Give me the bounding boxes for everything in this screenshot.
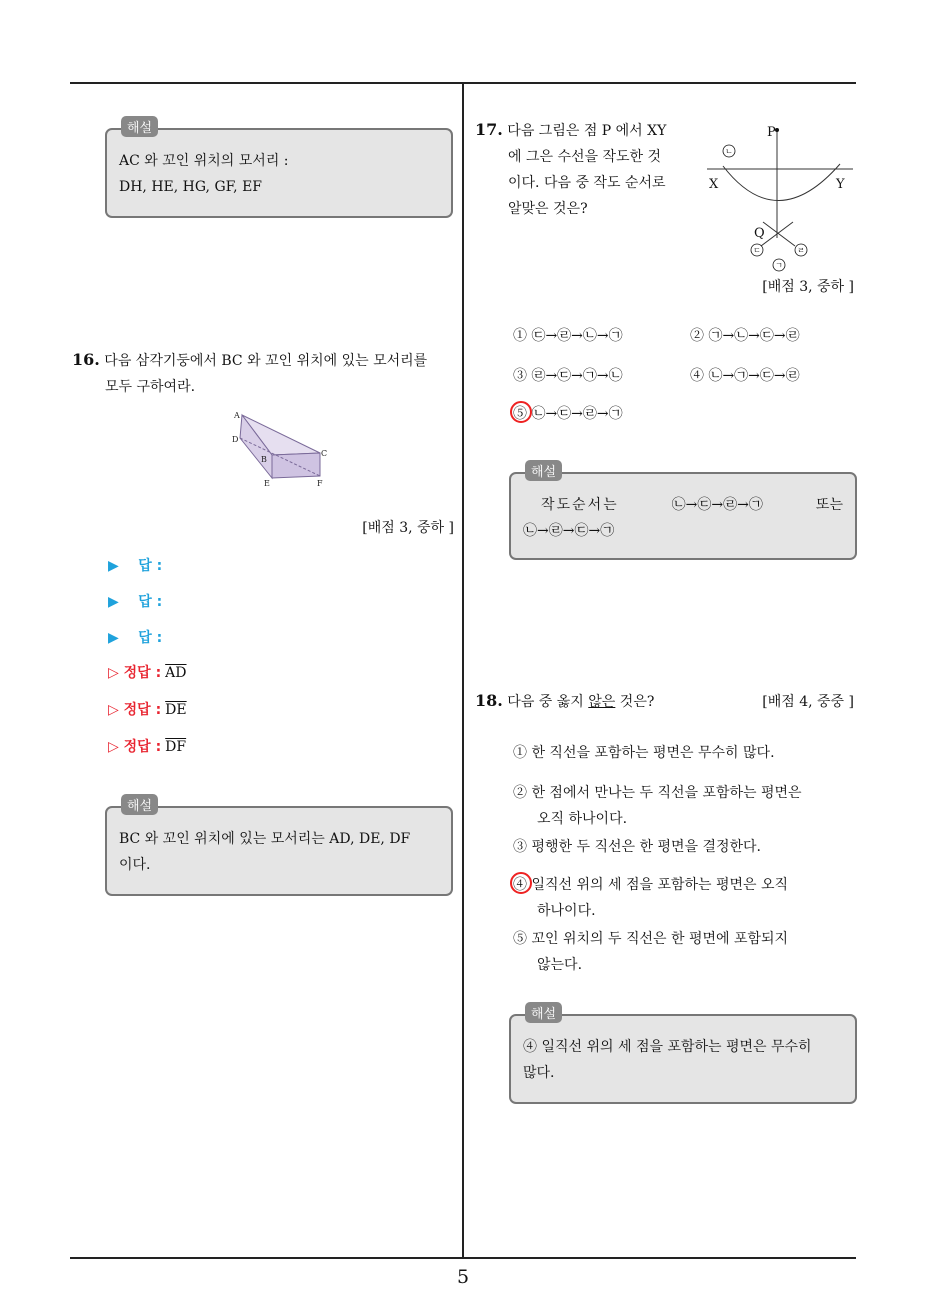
solution-line — [523, 492, 843, 518]
question-text: 것은? — [615, 694, 655, 710]
page-number: 5 — [456, 1266, 470, 1288]
solution-tab: 해설 — [121, 116, 158, 137]
correct-row: ▷ 정답 : $\overline{DF}$ — [108, 739, 187, 755]
step-label: ㄱ — [775, 261, 783, 270]
choice-5[interactable]: ⑤ ㉡→㉢→㉣→㉠ — [513, 406, 623, 422]
question-text: 모두 구하여라. — [105, 379, 196, 395]
step-label: ㄴ — [725, 147, 733, 156]
correct-answer: $\overline{DE}$ — [165, 702, 187, 718]
solution-part: ㉡→㉢→㉣→㉠ — [671, 497, 763, 513]
choice-4[interactable] — [513, 872, 788, 924]
correct-label: 정답 : — [123, 665, 162, 681]
question-number: 17. — [475, 120, 503, 139]
question-number: 18. — [475, 691, 503, 710]
vertex-label: F — [317, 479, 323, 488]
bottom-rule — [70, 1257, 856, 1259]
question-text: 다음 삼각기둥에서 BC 와 꼬인 위치에 있는 모서리를 — [104, 353, 428, 369]
choice-5[interactable] — [513, 926, 788, 978]
choice-1[interactable]: ① ㉢→㉣→㉡→㉠ — [513, 328, 623, 344]
score-17: [배점 3, 중하 ] — [762, 279, 854, 295]
step-label: ㄹ — [797, 246, 805, 255]
question-text: 다음 그림은 점 P 에서 XY — [507, 123, 667, 139]
choice-line: ② 한 점에서 만나는 두 직선을 포함하는 평면은 — [513, 785, 802, 801]
solution-box-15 — [105, 121, 453, 218]
choice-line: ① 한 직선을 포함하는 평면은 무수히 많다. — [513, 745, 775, 761]
score-18: [배점 4, 중중 ] — [762, 694, 854, 710]
column-divider — [462, 84, 464, 1257]
step-label: ㄷ — [753, 246, 761, 255]
solution-line: AC 와 꼬인 위치의 모서리 : — [119, 153, 289, 169]
question-text-underlined: 않은 — [588, 694, 616, 710]
solution-line: DH, HE, HG, GF, EF — [119, 179, 263, 195]
choice-line: 하나이다. — [537, 903, 596, 919]
question-text: 다음 중 옳지 — [507, 694, 589, 710]
solution-text — [119, 826, 439, 878]
answer-row: ▶ 답 : — [108, 558, 163, 574]
solution-tab: 해설 — [525, 460, 562, 481]
solution-tab: 해설 — [525, 1002, 562, 1023]
choice-line: ③ 평행한 두 직선은 한 평면을 결정한다. — [513, 839, 762, 855]
solution-box-16 — [105, 799, 453, 896]
vertex-label: B — [261, 455, 267, 464]
point-label: Y — [836, 177, 845, 192]
solution-line: ④ 일직선 위의 세 점을 포함하는 평면은 무수히 — [523, 1039, 812, 1055]
question-16 — [72, 347, 456, 400]
choice-2[interactable]: ② ㉠→㉡→㉢→㉣ — [690, 328, 800, 344]
selected-answer-mark — [510, 401, 532, 423]
solution-line: BC 와 꼬인 위치에 있는 모서리는 AD, DE, DF — [119, 831, 411, 847]
choice-3[interactable]: ③ ㉣→㉢→㉠→㉡ — [513, 368, 623, 384]
correct-answer: $\overline{DF}$ — [165, 739, 187, 755]
question-17 — [475, 117, 705, 222]
choice-line: 오직 하나이다. — [537, 811, 628, 827]
solution-box-17 — [509, 465, 857, 560]
answer-label: 답 : — [138, 558, 163, 574]
choice-line: ⑤ 꼬인 위치의 두 직선은 한 평면에 포함되지 — [513, 931, 789, 947]
correct-row: ▷ 정답 : $\overline{DE}$ — [108, 702, 187, 718]
solution-box-18 — [509, 1007, 857, 1104]
solution-line: 이다. — [119, 857, 151, 873]
answer-label: 답 : — [138, 594, 163, 610]
point-label: Q — [754, 226, 765, 241]
solution-part: 또는 — [815, 497, 843, 513]
choice-3[interactable] — [513, 834, 761, 860]
answer-label: 답 : — [138, 630, 163, 646]
correct-label: 정답 : — [123, 739, 162, 755]
question-number: 16. — [72, 350, 100, 369]
choice-1[interactable] — [513, 740, 775, 766]
solution-line: 많다. — [523, 1065, 555, 1081]
point-label: X — [709, 177, 719, 192]
correct-answer: $\overline{AD}$ — [165, 665, 187, 681]
choice-line: 않는다. — [537, 957, 583, 973]
solution-text — [523, 492, 843, 544]
question-text: 에 그은 수선을 작도한 것 — [508, 149, 662, 165]
solution-text — [523, 1034, 843, 1086]
construction-figure — [705, 118, 855, 278]
score-16: [배점 3, 중하 ] — [362, 520, 454, 536]
choice-2[interactable] — [513, 780, 802, 832]
solution-line: ㉡→㉣→㉢→㉠ — [523, 523, 615, 539]
solution-part: 작도순서는 — [541, 497, 619, 513]
vertex-label: E — [264, 479, 270, 488]
correct-row: ▷ 정답 : $\overline{AD}$ — [108, 665, 187, 681]
correct-label: 정답 : — [123, 702, 162, 718]
point-label: P — [767, 125, 776, 140]
selected-answer-mark — [510, 872, 532, 894]
choice-line: ④ 일직선 위의 세 점을 포함하는 평면은 오직 — [513, 877, 789, 893]
question-text: 이다. 다음 중 작도 순서로 — [508, 175, 666, 191]
question-text: 알맞은 것은? — [508, 201, 588, 217]
answer-row: ▶ 답 : — [108, 594, 163, 610]
prism-figure — [228, 405, 338, 490]
solution-text — [119, 148, 439, 200]
vertex-label: C — [321, 449, 328, 458]
choice-4[interactable]: ④ ㉡→㉠→㉢→㉣ — [690, 368, 800, 384]
solution-tab: 해설 — [121, 794, 158, 815]
answer-row: ▶ 답 : — [108, 630, 163, 646]
vertex-label: D — [232, 435, 239, 444]
vertex-label: A — [234, 411, 240, 420]
